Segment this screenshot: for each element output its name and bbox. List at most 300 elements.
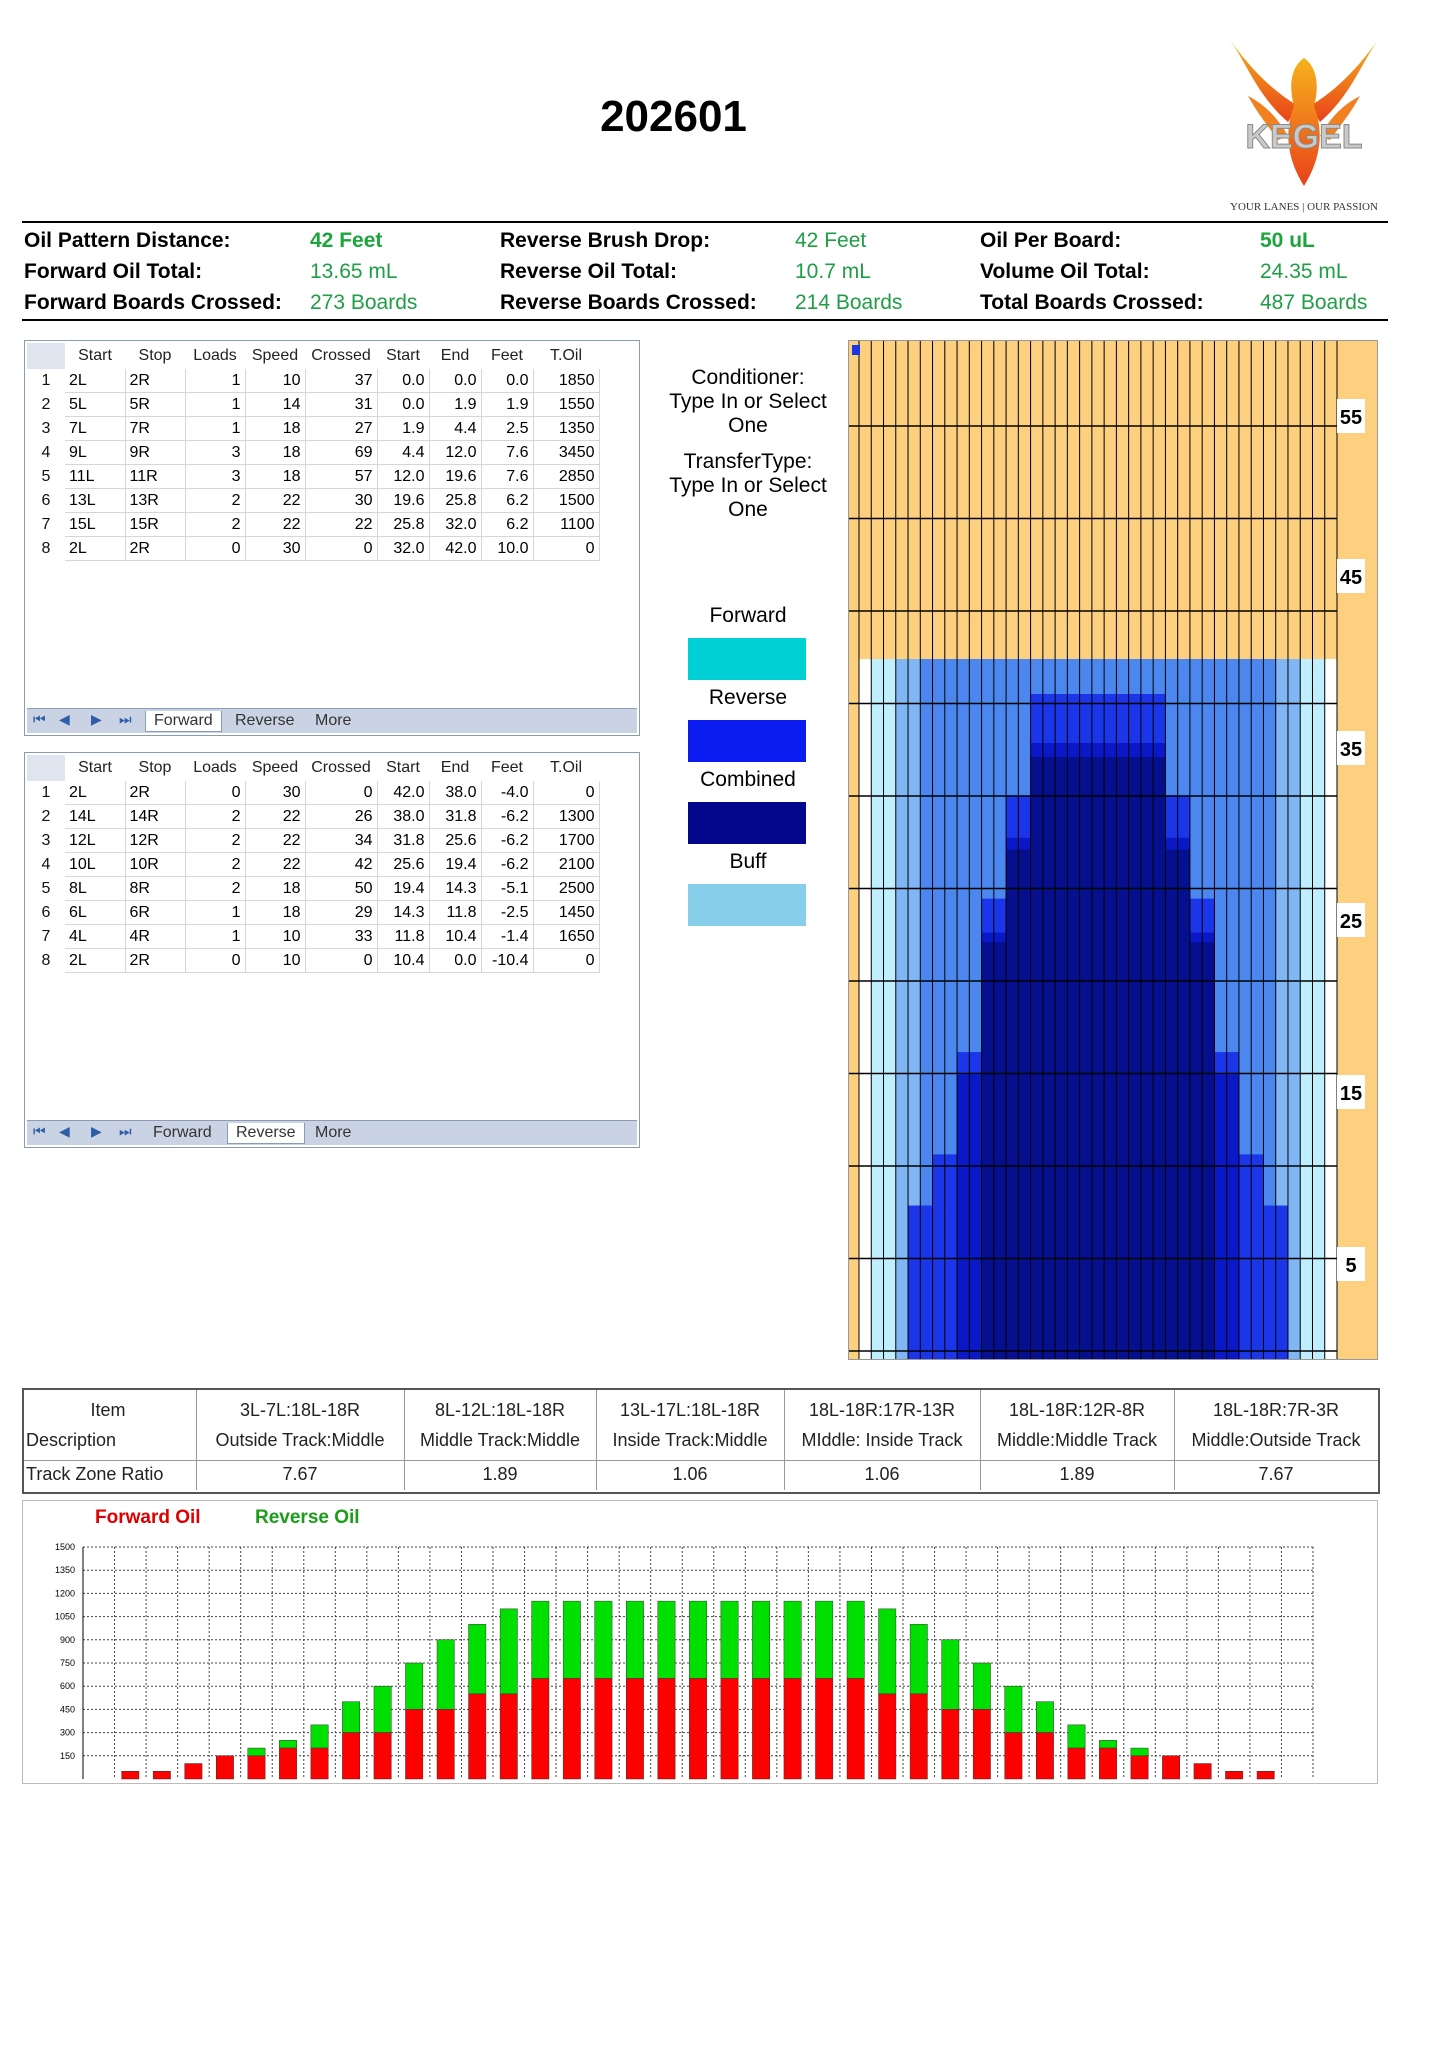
- table-cell[interactable]: 19.6: [377, 489, 429, 513]
- tab-reverse[interactable]: Reverse: [227, 1123, 305, 1144]
- table-cell[interactable]: 2L: [65, 781, 125, 805]
- forward-oil-bar: [784, 1678, 801, 1779]
- table-cell[interactable]: 1650: [533, 925, 599, 949]
- column-header[interactable]: T.Oil: [550, 347, 582, 364]
- column-header[interactable]: Speed: [251, 347, 299, 364]
- table-cell[interactable]: 10L: [65, 853, 125, 877]
- table-cell[interactable]: 26: [305, 805, 377, 829]
- tab-more[interactable]: More: [315, 1124, 352, 1141]
- first-record-icon[interactable]: ⏮: [33, 711, 46, 727]
- legend-reverse-oil: Reverse Oil: [255, 1507, 360, 1528]
- table-cell[interactable]: 6.2: [481, 513, 533, 537]
- y-tick-label: 1050: [54, 1611, 75, 1622]
- zone-ratio: 1.06: [672, 1464, 708, 1484]
- forward-oil-bar: [815, 1678, 832, 1779]
- summary-value: 42 Feet: [795, 229, 867, 252]
- table-cell[interactable]: 0.0: [481, 369, 533, 393]
- table-cell[interactable]: 11.8: [377, 925, 429, 949]
- table-cell[interactable]: 14: [245, 393, 305, 417]
- lane-board-oil: [945, 1154, 957, 1359]
- table-cell[interactable]: 10: [245, 949, 305, 973]
- lane-board-oil: [957, 1075, 969, 1359]
- table-cell[interactable]: 0: [305, 537, 377, 561]
- table-header-row: [27, 343, 599, 369]
- forward-oil-bar: [721, 1678, 738, 1779]
- table-cell[interactable]: 1700: [533, 829, 599, 853]
- table-cell[interactable]: 10R: [125, 853, 185, 877]
- lane-board-oil: [908, 1206, 920, 1359]
- table-cell[interactable]: 11L: [65, 465, 125, 489]
- table-cell[interactable]: 4.4: [429, 417, 481, 441]
- tab-more[interactable]: More: [315, 712, 352, 729]
- table-cell[interactable]: 29: [305, 901, 377, 925]
- lane-board-oil: [1080, 757, 1092, 1359]
- reverse-oil-bar: [405, 1663, 422, 1709]
- forward-oil-bar: [1099, 1748, 1116, 1779]
- table-cell[interactable]: 27: [305, 417, 377, 441]
- table-cell[interactable]: 15L: [65, 513, 125, 537]
- table-cell[interactable]: 3450: [533, 441, 599, 465]
- table-row[interactable]: [27, 853, 599, 877]
- table-cell[interactable]: 14L: [65, 805, 125, 829]
- table-cell[interactable]: 2L: [65, 949, 125, 973]
- summary-label: Reverse Boards Crossed:: [500, 291, 757, 314]
- table-cell[interactable]: 2R: [125, 369, 185, 393]
- table-cell[interactable]: 0.0: [377, 369, 429, 393]
- table-cell[interactable]: -2.5: [481, 901, 533, 925]
- forward-oil-bar: [1162, 1756, 1179, 1779]
- lane-board-oil: [1214, 1075, 1226, 1359]
- table-cell[interactable]: 12R: [125, 829, 185, 853]
- table-cell[interactable]: 33: [305, 925, 377, 949]
- legend-swatch: [688, 720, 806, 762]
- column-header[interactable]: Start: [386, 759, 420, 776]
- summary-label: Total Boards Crossed:: [980, 291, 1204, 314]
- legend-label: Buff: [729, 850, 767, 873]
- column-header[interactable]: Crossed: [311, 759, 371, 776]
- legend-label: Reverse: [708, 686, 788, 709]
- column-header[interactable]: Loads: [193, 759, 237, 776]
- table-cell[interactable]: 2500: [533, 877, 599, 901]
- table-cell[interactable]: 1350: [533, 417, 599, 441]
- table-cell[interactable]: 6R: [125, 901, 185, 925]
- table-row[interactable]: [27, 417, 599, 441]
- zone-divider: [980, 1390, 981, 1490]
- table-row[interactable]: [27, 949, 599, 973]
- table-cell[interactable]: 2: [185, 489, 245, 513]
- prev-record-icon[interactable]: ◀: [59, 711, 70, 727]
- column-header[interactable]: Speed: [251, 759, 299, 776]
- table-cell[interactable]: 12.0: [377, 465, 429, 489]
- oil-chart: [22, 1500, 1378, 1784]
- reverse-table: [27, 755, 600, 973]
- table-cell[interactable]: 22: [245, 853, 305, 877]
- row-number: 8: [41, 539, 51, 557]
- reverse-oil-bar: [658, 1601, 675, 1678]
- table-cell[interactable]: 22: [305, 513, 377, 537]
- table-cell[interactable]: 2: [185, 513, 245, 537]
- table-cell[interactable]: 8R: [125, 877, 185, 901]
- pattern-title: 202601: [600, 92, 747, 141]
- lane-board-oil: [1104, 757, 1116, 1359]
- table-cell[interactable]: -4.0: [481, 781, 533, 805]
- table-cell[interactable]: 1450: [533, 901, 599, 925]
- conditioner-field[interactable]: [660, 366, 836, 438]
- table-cell[interactable]: 2.5: [481, 417, 533, 441]
- summary-value: 214 Boards: [795, 291, 903, 314]
- table-cell[interactable]: 19.4: [429, 853, 481, 877]
- table-cell[interactable]: 50: [305, 877, 377, 901]
- lane-scale-label: 25: [1339, 911, 1363, 933]
- y-tick-label: 450: [59, 1704, 75, 1715]
- table-cell[interactable]: 0: [533, 537, 599, 561]
- reverse-oil-bar: [942, 1640, 959, 1710]
- logo-tagline: YOUR LANES | OUR PASSION: [1230, 201, 1378, 213]
- table-cell[interactable]: 22: [245, 805, 305, 829]
- summary-value: 50 uL: [1260, 229, 1315, 252]
- table-cell[interactable]: 2R: [125, 781, 185, 805]
- table-cell[interactable]: 14R: [125, 805, 185, 829]
- table-row[interactable]: [27, 489, 599, 513]
- column-header[interactable]: End: [440, 347, 470, 364]
- table-cell[interactable]: 2: [185, 853, 245, 877]
- table-cell[interactable]: 30: [305, 489, 377, 513]
- table-cell[interactable]: 31.8: [377, 829, 429, 853]
- table-cell[interactable]: 2850: [533, 465, 599, 489]
- table-cell[interactable]: 0: [533, 949, 599, 973]
- table-row[interactable]: [27, 829, 599, 853]
- table-cell[interactable]: 15R: [125, 513, 185, 537]
- table-cell[interactable]: 2R: [125, 949, 185, 973]
- forward-oil-bar: [910, 1694, 927, 1779]
- table-row[interactable]: [27, 925, 599, 949]
- forward-oil-bar: [216, 1756, 233, 1779]
- zone-ratio: 7.67: [282, 1464, 318, 1484]
- table-cell[interactable]: 1: [185, 925, 245, 949]
- table-cell[interactable]: 1: [185, 417, 245, 441]
- row-number: 5: [41, 467, 51, 485]
- table-cell[interactable]: 7.6: [481, 441, 533, 465]
- table-row[interactable]: [27, 781, 599, 805]
- table-cell[interactable]: 5L: [65, 393, 125, 417]
- row-number: 1: [41, 371, 51, 389]
- table-cell[interactable]: 10.0: [481, 537, 533, 561]
- table-cell[interactable]: 0.0: [429, 369, 481, 393]
- table-cell[interactable]: 22: [245, 829, 305, 853]
- table-cell[interactable]: 0: [305, 949, 377, 973]
- lane-board-oil: [1031, 757, 1043, 1359]
- table-cell[interactable]: 9R: [125, 441, 185, 465]
- table-row[interactable]: [27, 901, 599, 925]
- table-cell[interactable]: 18: [245, 441, 305, 465]
- table-cell[interactable]: 25.8: [429, 489, 481, 513]
- prev-record-icon[interactable]: ◀: [59, 1123, 70, 1139]
- row-number: 2: [41, 807, 51, 825]
- reverse-tab-bar: [27, 1120, 637, 1145]
- lane-board-oil: [1202, 942, 1214, 1359]
- table-cell[interactable]: 10: [245, 925, 305, 949]
- forward-oil-bar: [469, 1694, 486, 1779]
- table-cell[interactable]: 25.6: [377, 853, 429, 877]
- forward-oil-bar: [185, 1764, 202, 1779]
- tab-forward[interactable]: Forward: [145, 711, 222, 732]
- forward-oil-bar: [248, 1756, 265, 1779]
- select-all-corner[interactable]: [27, 755, 65, 781]
- lane-board-oil: [871, 659, 883, 1359]
- zone-divider: [196, 1390, 197, 1490]
- table-cell[interactable]: 5R: [125, 393, 185, 417]
- legend-swatch: [688, 638, 806, 680]
- table-row[interactable]: [27, 393, 599, 417]
- forward-oil-bar: [1005, 1733, 1022, 1779]
- table-cell[interactable]: 1550: [533, 393, 599, 417]
- zone-item: 18L-18R:7R-3R: [1212, 1400, 1340, 1420]
- table-cell[interactable]: 12L: [65, 829, 125, 853]
- zone-item: 3L-7L:18L-18R: [239, 1400, 361, 1420]
- tab-forward[interactable]: Forward: [153, 1124, 212, 1141]
- table-cell[interactable]: 18: [245, 877, 305, 901]
- reverse-oil-bar: [815, 1601, 832, 1678]
- lane-board-oil: [920, 1206, 932, 1359]
- last-record-icon[interactable]: ⏭: [119, 711, 132, 727]
- lane-oil-svg: [849, 341, 1377, 1359]
- table-cell[interactable]: 32.0: [377, 537, 429, 561]
- lane-board-oil: [1165, 850, 1177, 1359]
- table-cell[interactable]: 4.4: [377, 441, 429, 465]
- lane-board-oil: [1239, 1154, 1251, 1359]
- table-cell[interactable]: 1850: [533, 369, 599, 393]
- table-cell[interactable]: -1.4: [481, 925, 533, 949]
- table-cell[interactable]: 14.3: [429, 877, 481, 901]
- table-cell[interactable]: 1500: [533, 489, 599, 513]
- zone-item: 13L-17L:18L-18R: [619, 1400, 761, 1420]
- table-cell[interactable]: 0: [185, 537, 245, 561]
- transfer-hint-2: One: [728, 498, 768, 521]
- summary-bottom-rule: [22, 319, 1388, 321]
- table-cell[interactable]: 1100: [533, 513, 599, 537]
- table-cell[interactable]: 38.0: [429, 781, 481, 805]
- table-cell[interactable]: 0.0: [377, 393, 429, 417]
- table-cell[interactable]: 31.8: [429, 805, 481, 829]
- summary-label: Oil Per Board:: [980, 229, 1122, 252]
- y-tick-label: 1500: [54, 1542, 75, 1552]
- legend-swatch: [688, 802, 806, 844]
- table-cell[interactable]: 2: [185, 877, 245, 901]
- table-cell[interactable]: 25.8: [377, 513, 429, 537]
- lane-board-oil: [1129, 757, 1141, 1359]
- table-cell[interactable]: 42.0: [377, 781, 429, 805]
- table-cell[interactable]: 0.0: [429, 949, 481, 973]
- lane-board-oil: [1153, 757, 1165, 1359]
- summary-value: 487 Boards: [1260, 291, 1368, 314]
- table-cell[interactable]: 57: [305, 465, 377, 489]
- table-cell[interactable]: 18: [245, 417, 305, 441]
- row-number: 4: [41, 855, 51, 873]
- table-cell[interactable]: 2: [185, 829, 245, 853]
- table-cell[interactable]: 11R: [125, 465, 185, 489]
- row-number: 3: [41, 831, 51, 849]
- table-cell[interactable]: -5.1: [481, 877, 533, 901]
- table-cell[interactable]: 42: [305, 853, 377, 877]
- table-cell[interactable]: 42.0: [429, 537, 481, 561]
- row-number: 3: [41, 419, 51, 437]
- table-cell[interactable]: 19.4: [377, 877, 429, 901]
- table-cell[interactable]: 12.0: [429, 441, 481, 465]
- table-cell[interactable]: 31: [305, 393, 377, 417]
- reverse-oil-bar: [626, 1601, 643, 1678]
- table-cell[interactable]: 10: [245, 369, 305, 393]
- table-cell[interactable]: 13R: [125, 489, 185, 513]
- column-header[interactable]: Crossed: [311, 347, 371, 364]
- table-cell[interactable]: 4R: [125, 925, 185, 949]
- row-number: 2: [41, 395, 51, 413]
- table-cell[interactable]: 69: [305, 441, 377, 465]
- table-cell[interactable]: 0: [185, 949, 245, 973]
- table-row[interactable]: [27, 537, 599, 561]
- y-tick-label: 750: [59, 1658, 75, 1668]
- last-record-icon[interactable]: ⏭: [119, 1123, 132, 1139]
- reverse-oil-bar: [374, 1686, 391, 1732]
- column-header[interactable]: End: [440, 759, 470, 776]
- zone-description: Middle Track:Middle: [419, 1430, 581, 1450]
- table-row[interactable]: [27, 465, 599, 489]
- table-cell[interactable]: 0: [305, 781, 377, 805]
- lane-board-oil: [982, 942, 994, 1359]
- summary-top-rule: [22, 221, 1388, 223]
- table-cell[interactable]: 13L: [65, 489, 125, 513]
- reverse-oil-bar: [437, 1640, 454, 1710]
- table-cell[interactable]: -6.2: [481, 853, 533, 877]
- table-cell[interactable]: 38.0: [377, 805, 429, 829]
- lane-board-oil: [1300, 659, 1312, 1359]
- zone-row-label: Description: [26, 1430, 117, 1450]
- legend-swatch: [688, 884, 806, 926]
- table-cell[interactable]: 2100: [533, 853, 599, 877]
- table-row[interactable]: [27, 441, 599, 465]
- table-cell[interactable]: 4L: [65, 925, 125, 949]
- table-row[interactable]: [27, 513, 599, 537]
- table-cell[interactable]: 1: [185, 901, 245, 925]
- first-record-icon[interactable]: ⏮: [33, 1123, 46, 1139]
- y-tick-label: 1350: [54, 1565, 75, 1576]
- table-cell[interactable]: -6.2: [481, 829, 533, 853]
- table-cell[interactable]: 18: [245, 901, 305, 925]
- y-tick-label: 300: [59, 1727, 75, 1738]
- row-number: 6: [41, 903, 51, 921]
- forward-oil-bar: [658, 1678, 675, 1779]
- table-cell[interactable]: 1: [185, 369, 245, 393]
- column-header[interactable]: Feet: [490, 759, 523, 776]
- table-cell[interactable]: 6.2: [481, 489, 533, 513]
- next-record-icon[interactable]: ▶: [91, 1123, 102, 1139]
- table-cell[interactable]: 2L: [65, 369, 125, 393]
- table-cell[interactable]: 34: [305, 829, 377, 853]
- zone-item: 18L-18R:17R-13R: [808, 1400, 956, 1420]
- table-cell[interactable]: 1300: [533, 805, 599, 829]
- table-row[interactable]: [27, 877, 599, 901]
- reverse-oil-bar: [784, 1601, 801, 1678]
- table-cell[interactable]: 0: [185, 781, 245, 805]
- table-cell[interactable]: 2R: [125, 537, 185, 561]
- column-header[interactable]: Feet: [490, 347, 523, 364]
- table-cell[interactable]: 7R: [125, 417, 185, 441]
- table-cell[interactable]: 0: [533, 781, 599, 805]
- table-cell[interactable]: 30: [245, 781, 305, 805]
- table-cell[interactable]: 14.3: [377, 901, 429, 925]
- table-cell[interactable]: 25.6: [429, 829, 481, 853]
- forward-oil-bar: [1036, 1733, 1053, 1779]
- table-row[interactable]: [27, 369, 599, 393]
- lane-board-oil: [1116, 757, 1128, 1359]
- table-cell[interactable]: 30: [245, 537, 305, 561]
- transfer-type-field[interactable]: [660, 450, 836, 522]
- reverse-oil-bar: [1036, 1702, 1053, 1733]
- forward-oil-bar: [374, 1733, 391, 1779]
- table-cell[interactable]: 19.6: [429, 465, 481, 489]
- table-cell[interactable]: 7.6: [481, 465, 533, 489]
- lane-board-oil: [1251, 1154, 1263, 1359]
- column-header[interactable]: T.Oil: [550, 759, 582, 776]
- table-cell[interactable]: 1.9: [429, 393, 481, 417]
- column-header[interactable]: Stop: [138, 347, 172, 364]
- table-cell[interactable]: 7L: [65, 417, 125, 441]
- table-row[interactable]: [27, 805, 599, 829]
- zone-divider: [596, 1390, 597, 1490]
- forward-tab-bar: [27, 708, 637, 733]
- table-cell[interactable]: 9L: [65, 441, 125, 465]
- column-header[interactable]: Stop: [138, 759, 172, 776]
- table-cell[interactable]: 37: [305, 369, 377, 393]
- next-record-icon[interactable]: ▶: [91, 711, 102, 727]
- table-cell[interactable]: 22: [245, 513, 305, 537]
- table-cell[interactable]: 10.4: [377, 949, 429, 973]
- column-header[interactable]: Start: [386, 347, 420, 364]
- table-cell[interactable]: 6L: [65, 901, 125, 925]
- table-cell[interactable]: 2L: [65, 537, 125, 561]
- table-cell[interactable]: -10.4: [481, 949, 533, 973]
- table-cell[interactable]: 22: [245, 489, 305, 513]
- table-cell[interactable]: 32.0: [429, 513, 481, 537]
- tab-reverse[interactable]: Reverse: [235, 712, 295, 729]
- table-cell[interactable]: 10.4: [429, 925, 481, 949]
- table-cell[interactable]: 11.8: [429, 901, 481, 925]
- lane-scale-label: 45: [1339, 567, 1363, 589]
- table-cell[interactable]: 3: [185, 465, 245, 489]
- zone-item: 8L-12L:18L-18R: [434, 1400, 566, 1420]
- column-header[interactable]: Start: [78, 347, 112, 364]
- table-cell[interactable]: -6.2: [481, 805, 533, 829]
- summary-value: 24.35 mL: [1260, 260, 1348, 283]
- table-cell[interactable]: 8L: [65, 877, 125, 901]
- reverse-oil-bar: [342, 1702, 359, 1733]
- track-zone-table: [22, 1388, 1380, 1494]
- table-cell[interactable]: 18: [245, 465, 305, 489]
- table-cell[interactable]: 1.9: [377, 417, 429, 441]
- reverse-oil-bar: [752, 1601, 769, 1678]
- zone-row-label: Item: [90, 1400, 126, 1420]
- lane-board-oil: [1227, 1075, 1239, 1359]
- table-cell[interactable]: 1: [185, 393, 245, 417]
- column-header[interactable]: Start: [78, 759, 112, 776]
- lane-board-oil: [896, 659, 908, 1359]
- select-all-corner[interactable]: [27, 343, 65, 369]
- y-tick-label: 900: [59, 1634, 75, 1645]
- table-cell[interactable]: 3: [185, 441, 245, 465]
- table-cell[interactable]: 2: [185, 805, 245, 829]
- table-cell[interactable]: 1.9: [481, 393, 533, 417]
- zone-item: 18L-18R:12R-8R: [1008, 1400, 1146, 1420]
- column-header[interactable]: Loads: [193, 347, 237, 364]
